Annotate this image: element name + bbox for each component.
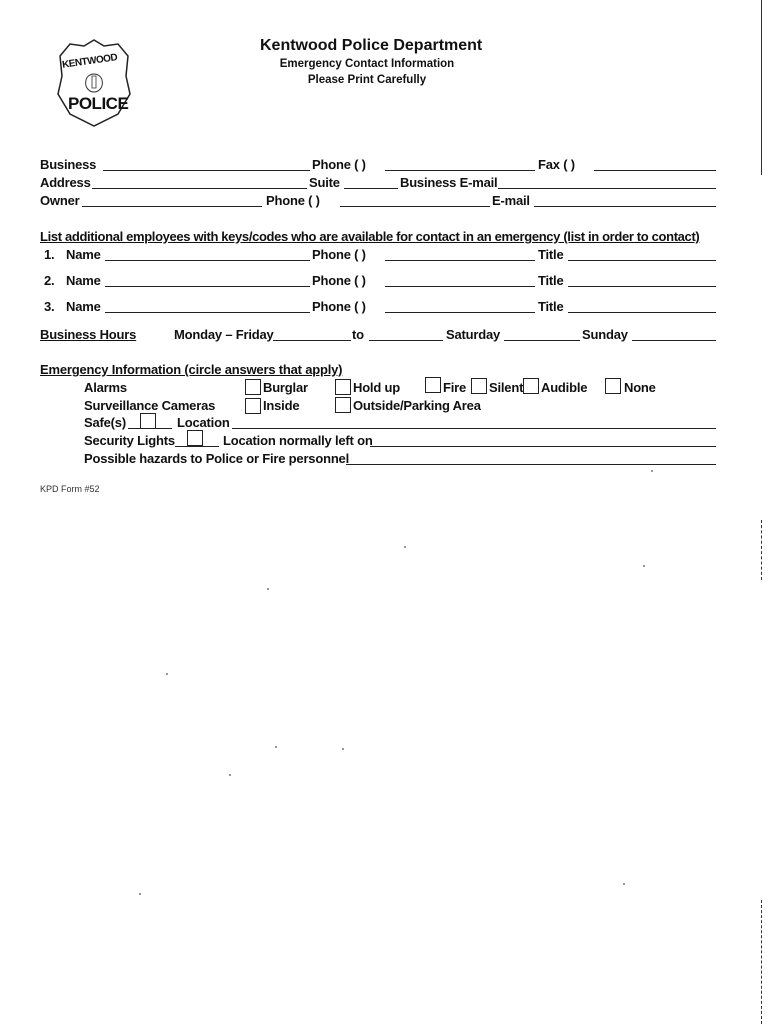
safes-checkbox[interactable] [140,413,156,429]
address-label: Address [40,175,91,190]
silent-checkbox[interactable] [471,378,487,394]
silent-option: Silent [489,380,524,395]
business-email-field[interactable] [498,188,716,189]
suite-field[interactable] [344,188,398,189]
email-label: E-mail [492,193,530,208]
address-field[interactable] [92,188,307,189]
scan-speck [342,748,344,750]
owner-phone-field[interactable] [340,206,490,207]
safes-location-field[interactable] [232,428,716,429]
none-option: None [624,380,656,395]
scan-speck [651,470,653,472]
employee-3-number: 3. [44,299,55,314]
scan-speck [139,893,141,895]
fax-field[interactable] [594,170,716,171]
employee-2-phone-field[interactable] [385,286,535,287]
hazards-label: Possible hazards to Police or Fire personnel [84,451,349,466]
lights-label: Security Lights [84,433,175,448]
business-label: Business [40,157,97,172]
suite-label: Suite [309,175,340,190]
lights-location-label: Location normally left on [223,433,373,448]
weekday-label: Monday – Friday [174,327,274,342]
email-field[interactable] [534,206,716,207]
cameras-label: Surveillance Cameras [84,398,216,413]
saturday-field[interactable] [504,340,580,341]
outside-option: Outside/Parking Area [353,398,481,413]
weekday-open-field[interactable] [273,340,351,341]
inside-option: Inside [263,398,300,413]
employee-3-title-field[interactable] [568,312,716,313]
page-subtitle: Emergency Contact Information [279,58,455,70]
page-title: Kentwood Police Department [260,37,483,54]
employee-1-title-label: Title [538,247,564,262]
employee-3-phone-label: Phone ( ) [312,299,366,314]
saturday-label: Saturday [446,327,501,342]
scan-speck [275,746,277,748]
sunday-field[interactable] [632,340,716,341]
employee-2-name-label: Name [66,273,101,288]
business-email-label: Business E-mail [400,175,498,190]
business-hours-label: Business Hours [40,327,137,342]
hazards-field[interactable] [346,464,716,465]
employee-1-phone-label: Phone ( ) [312,247,366,262]
scan-speck [166,673,168,675]
scan-speck [643,565,645,567]
lights-location-field[interactable] [370,446,716,447]
employee-1-phone-field[interactable] [385,260,535,261]
safes-location-label: Location [177,415,230,430]
lights-count-field[interactable] [175,446,219,447]
owner-label: Owner [40,193,80,208]
scan-speck [229,774,231,776]
business-field[interactable] [103,170,310,171]
scan-edge-line [761,0,762,175]
employee-3-title-label: Title [538,299,564,314]
safes-label: Safe(s) [84,415,126,430]
employee-3-name-field[interactable] [105,312,310,313]
outside-checkbox[interactable] [335,397,351,413]
burglar-option: Burglar [263,380,308,395]
employee-1-title-field[interactable] [568,260,716,261]
employee-3-name-label: Name [66,299,101,314]
employee-2-title-field[interactable] [568,286,716,287]
badge-bottom-text: POLICE [68,94,129,113]
employee-1-name-label: Name [66,247,101,262]
scan-edge-line [761,900,762,1024]
police-badge-icon [52,36,136,128]
holdup-option: Hold up [353,380,400,395]
emergency-heading: Emergency Information (circle answers that apply) [40,362,343,377]
owner-phone-label: Phone ( ) [266,193,320,208]
scan-speck [267,588,269,590]
fax-label: Fax ( ) [538,157,575,172]
fire-checkbox[interactable] [425,377,441,393]
phone-field[interactable] [385,170,535,171]
page-instruction: Please Print Carefully [307,74,427,86]
audible-checkbox[interactable] [523,378,539,394]
employee-3-phone-field[interactable] [385,312,535,313]
employee-1-number: 1. [44,247,55,262]
lights-checkbox[interactable] [187,430,203,446]
employee-1-name-field[interactable] [105,260,310,261]
employee-2-name-field[interactable] [105,286,310,287]
badge-top-text: KENTWOOD [61,52,118,71]
employee-2-number: 2. [44,273,55,288]
alarms-label: Alarms [84,380,127,395]
holdup-checkbox[interactable] [335,379,351,395]
form-id: KPD Form #52 [40,484,100,494]
weekday-close-field[interactable] [369,340,443,341]
to-label: to [352,327,364,342]
audible-option: Audible [541,380,588,395]
phone-label: Phone ( ) [312,157,366,172]
scan-edge-line [761,520,762,580]
none-checkbox[interactable] [605,378,621,394]
employee-2-title-label: Title [538,273,564,288]
scan-speck [404,546,406,548]
sunday-label: Sunday [582,327,628,342]
burglar-checkbox[interactable] [245,379,261,395]
employees-heading: List additional employees with keys/codes who are available for contact in an emergency (list in order to contact) [40,229,700,244]
owner-field[interactable] [82,206,262,207]
employee-2-phone-label: Phone ( ) [312,273,366,288]
fire-option: Fire [443,380,467,395]
inside-checkbox[interactable] [245,398,261,414]
scan-speck [623,883,625,885]
